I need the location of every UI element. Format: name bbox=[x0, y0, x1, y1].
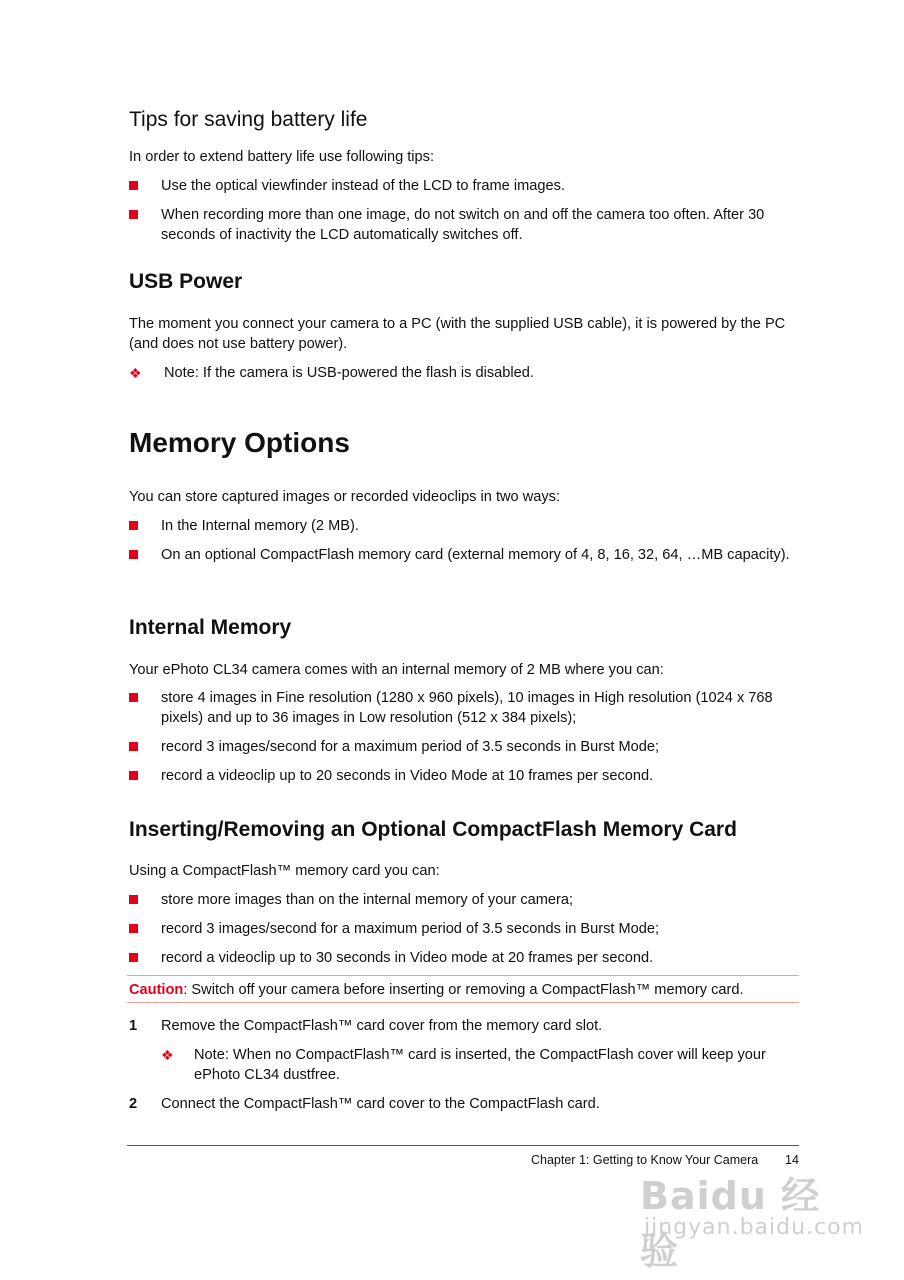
tips-heading: Tips for saving battery life bbox=[129, 108, 368, 131]
caution-box bbox=[127, 975, 799, 1003]
baidu-watermark bbox=[640, 1165, 865, 1273]
bullet-square-icon bbox=[129, 742, 138, 751]
bullet-square-icon bbox=[129, 953, 138, 962]
caution-line bbox=[129, 980, 744, 1000]
note-text: Note: When no CompactFlash™ card is inserted, the CompactFlash cover will keep your ePhoto CL34 dustfree. bbox=[194, 1047, 766, 1083]
list-item-text: store more images than on the internal memory of your camera; bbox=[161, 892, 574, 908]
caution-text: : Switch off your camera before inserting or removing a CompactFlash™ memory card. bbox=[183, 982, 744, 998]
cf-intro: Using a CompactFlash™ memory card you can: bbox=[129, 863, 440, 879]
note-diamond-icon: ❖ bbox=[129, 365, 142, 381]
list-item-text: Use the optical viewfinder instead of the LCD to frame images. bbox=[161, 178, 565, 194]
bullet-square-icon bbox=[129, 521, 138, 530]
memory-heading: Memory Options bbox=[129, 427, 350, 458]
footer-divider bbox=[127, 1145, 799, 1146]
usb-body: The moment you connect your camera to a PC (with the supplied USB cable), it is powered by the PC (and does not use battery power). bbox=[129, 316, 786, 352]
bullet-square-icon bbox=[129, 210, 138, 219]
bullet-square-icon bbox=[129, 924, 138, 933]
bullet-square-icon bbox=[129, 771, 138, 780]
bullet-square-icon bbox=[129, 181, 138, 190]
step-text: Remove the CompactFlash™ card cover from the memory card slot. bbox=[161, 1018, 603, 1034]
bullet-square-icon bbox=[129, 895, 138, 904]
usb-heading: USB Power bbox=[129, 270, 243, 293]
internal-heading: Internal Memory bbox=[129, 616, 292, 639]
watermark-url: jingyan.baidu.com bbox=[644, 1215, 865, 1240]
watermark-logo: Baidu 经验 bbox=[640, 1174, 821, 1273]
list-item-text: record a videoclip up to 30 seconds in Video mode at 20 frames per second. bbox=[161, 950, 654, 966]
list-item-text: In the Internal memory (2 MB). bbox=[161, 518, 359, 534]
cf-heading: Inserting/Removing an Optional CompactFlash Memory Card bbox=[129, 818, 737, 841]
memory-intro: You can store captured images or recorded videoclips in two ways: bbox=[129, 489, 561, 505]
list-item-text: record 3 images/second for a maximum period of 3.5 seconds in Burst Mode; bbox=[161, 739, 660, 755]
bullet-square-icon bbox=[129, 693, 138, 702]
list-item-text: On an optional CompactFlash memory card (external memory of 4, 8, 16, 32, 64, …MB capacity). bbox=[161, 547, 790, 563]
note-text: Note: If the camera is USB-powered the flash is disabled. bbox=[164, 365, 534, 381]
step-number: 1 bbox=[129, 1018, 138, 1034]
tips-intro: In order to extend battery life use following tips: bbox=[129, 149, 435, 165]
note-diamond-icon: ❖ bbox=[161, 1047, 174, 1063]
internal-intro: Your ePhoto CL34 camera comes with an internal memory of 2 MB where you can: bbox=[129, 662, 664, 678]
step-text: Connect the CompactFlash™ card cover to the CompactFlash card. bbox=[161, 1096, 600, 1112]
footer-page-number: 14 bbox=[785, 1153, 799, 1167]
list-item-text: When recording more than one image, do not switch on and off the camera too often. After 30 seconds of inactivity the LCD automatically switches off. bbox=[161, 207, 765, 243]
footer-chapter: Chapter 1: Getting to Know Your Camera bbox=[531, 1153, 759, 1167]
list-item-text: record 3 images/second for a maximum period of 3.5 seconds in Burst Mode; bbox=[161, 921, 660, 937]
list-item-text: store 4 images in Fine resolution (1280 x 960 pixels), 10 images in High resolution (1024 x 768 pixels) and up to 36 images in Low resolution (512 x 384 pixels); bbox=[161, 690, 773, 726]
caution-label: Caution bbox=[129, 982, 184, 998]
list-item-text: record a videoclip up to 20 seconds in Video Mode at 10 frames per second. bbox=[161, 768, 654, 784]
step-number: 2 bbox=[129, 1096, 138, 1112]
bullet-square-icon bbox=[129, 550, 138, 559]
